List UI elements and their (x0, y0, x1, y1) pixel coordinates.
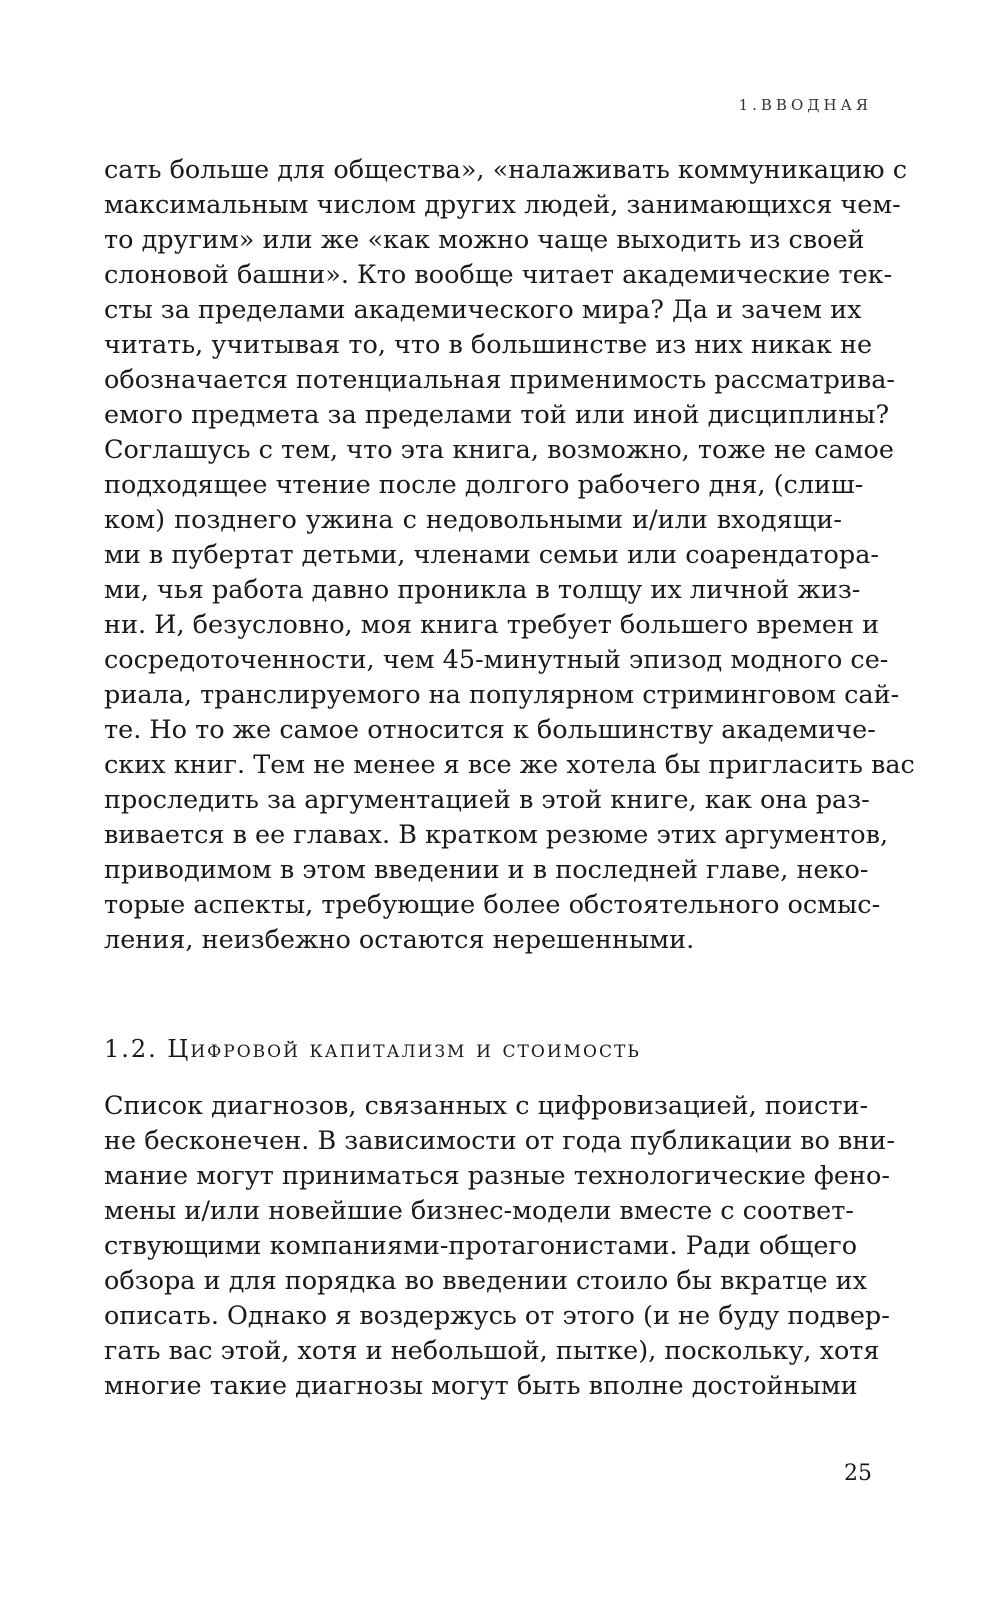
text-line: слоновой башни». Кто вообще читает академические тек- (104, 260, 893, 290)
text-line: ком) позднего ужина с недовольными и/или входящи- (104, 505, 842, 535)
text-line: то другим» или же «как можно чаще выходить из своей (104, 225, 865, 255)
text-line: ствующими компаниями-протагонистами. Ради общего (104, 1231, 858, 1261)
body-paragraph (104, 153, 915, 958)
text-line: сты за пределами академического мира? Да и зачем их (104, 295, 862, 325)
text-line: не бесконечен. В зависимости от года публикации во вни- (104, 1126, 895, 1156)
text-line: те. Но то же самое относится к большинству академиче- (104, 715, 876, 745)
text-line: Список диагнозов, связанных с цифровизацией, поисти- (104, 1091, 869, 1121)
text-line: читать, учитывая то, что в большинстве из них никак не (104, 330, 873, 360)
text-line: вивается в ее главах. В кратком резюме этих аргументов, (104, 820, 889, 850)
text-line: сосредоточенности, чем 45-минутный эпизод модного се- (104, 645, 889, 675)
text-line: обзора и для порядка во введении стоило бы вкратце их (104, 1266, 868, 1296)
text-line: многие такие диагнозы могут быть вполне достойными (104, 1371, 858, 1401)
text-line: емого предмета за пределами той или иной дисциплины? (104, 400, 890, 430)
text-line: максимальным числом других людей, занимающихся чем- (104, 190, 901, 220)
text-line: проследить за аргументацией в этой книге, как она раз- (104, 785, 870, 815)
text-line: гать вас этой, хотя и небольшой, пытке), поскольку, хотя (104, 1336, 880, 1366)
text-line: приводимом в этом введении и в последней главе, неко- (104, 855, 869, 885)
text-line: сать больше для общества», «налаживать коммуникацию с (104, 155, 908, 185)
text-line: ми в пубертат детьми, членами семьи или соарендатора- (104, 540, 880, 570)
text-line: ми, чья работа давно проникла в толщу их личной жиз- (104, 575, 861, 605)
body-paragraph (104, 1089, 895, 1404)
text-line: мание могут приниматься разные технологические фено- (104, 1161, 890, 1191)
text-line: ни. И, безусловно, моя книга требует большего времен и (104, 610, 880, 640)
text-line: подходящее чтение после долгого рабочего дня, (слиш- (104, 470, 864, 500)
section-heading: 1.2. Цифровой капитализм и стоимость (104, 1035, 641, 1063)
text-line: мены и/или новейшие бизнес-модели вместе с соответ- (104, 1196, 854, 1226)
text-line: ления, неизбежно остаются нерешенными. (104, 925, 695, 955)
text-line: обозначается потенциальная применимость рассматрива- (104, 365, 896, 395)
running-header: 1.ВВОДНАЯ (738, 96, 872, 114)
page-number: 25 (844, 1461, 872, 1486)
text-line: риала, транслируемого на популярном стриминговом сай- (104, 680, 900, 710)
text-line: торые аспекты, требующие более обстоятельного осмыс- (104, 890, 881, 920)
text-line: Соглашусь с тем, что эта книга, возможно, тоже не самое (104, 435, 894, 465)
text-line: описать. Однако я воздержусь от этого (и не буду подвер- (104, 1301, 890, 1331)
text-line: ских книг. Тем не менее я все же хотела бы пригласить вас (104, 750, 915, 780)
